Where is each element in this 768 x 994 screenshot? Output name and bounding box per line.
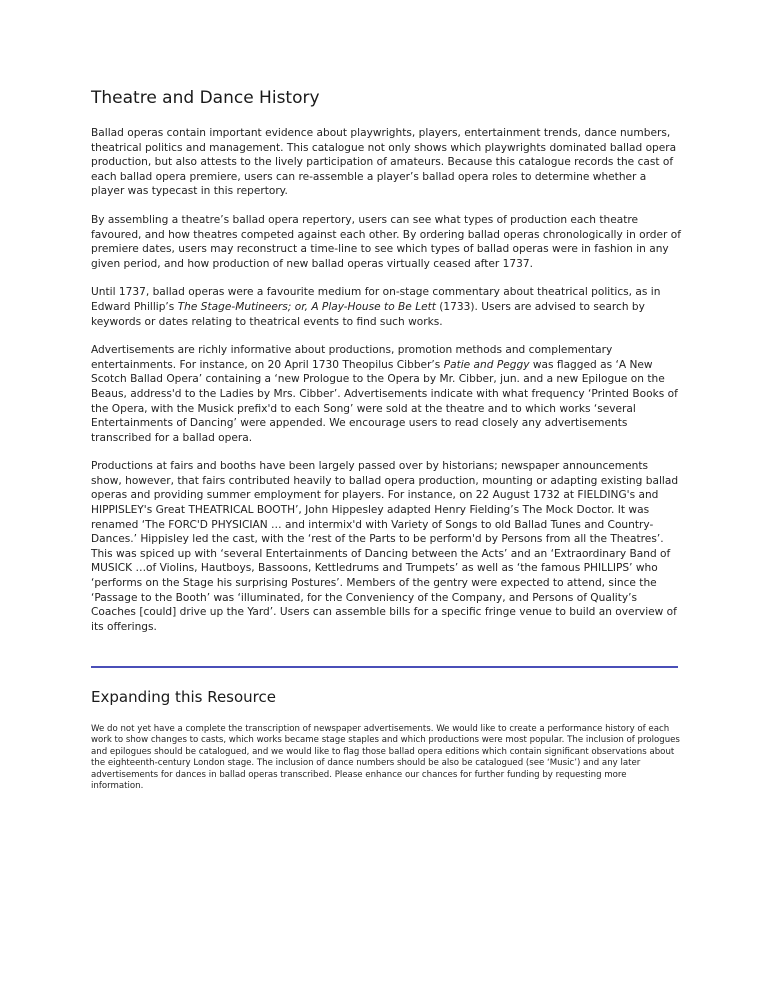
page-title: Theatre and Dance History bbox=[91, 88, 320, 108]
paragraph-3-text-start: Until 1737, ballad operas were a favourite medium for on-stage commentary about theatrical politics, as in Edward Phillip’s bbox=[91, 286, 661, 313]
paragraph-3 bbox=[91, 285, 681, 329]
paragraph-4 bbox=[91, 343, 681, 445]
main-content bbox=[91, 88, 681, 648]
paragraph-4-text-start: Advertisements are richly informative about productions, promotion methods and complementary entertainments. For instance, on 20 April 1730 Theopilus Cibber’s bbox=[91, 344, 613, 371]
paragraph-2: By assembling a theatre’s ballad opera repertory, users can see what types of production each theatre favoured, and how theatres competed against each other. By ordering ballad operas chronologically in order of premiere dates, users may reconstruct a time-line to see which types of ballad operas were in fashion in any given period, and how production of new ballad operas virtually ceased after 1737. bbox=[91, 213, 681, 270]
work-title-stage-mutineers: The Stage-Mutineers; or, A Play-House to Be Lett bbox=[177, 300, 436, 313]
section-divider bbox=[91, 666, 678, 668]
section-body-expanding: We do not yet have a complete the transcription of newspaper advertisements. We would like to create a performance history of each work to show changes to casts, which works became stage staples and which productions were most popular. The inclusion of prologues and epilogues should be catalogued, and we would like to flag those ballad opera editions which contain significant observations about the eighteenth-century London stage. The inclusion of dance numbers should be also be catalogued (see ‘Music’) and any later advertisements for dances in ballad operas transcribed. Please enhance our chances for further funding by requesting more information. bbox=[91, 724, 680, 792]
paragraph-5: Productions at fairs and booths have been largely passed over by historians; newspaper announcements show, however, that fairs contributed heavily to ballad opera production, mounting or adapting existing ballad operas and providing summer employment for players. For instance, on 22 August 1732 at FIELDING's and HIPPISLEY's Great THEATRICAL BOOTH’, John Hippesley adapted Henry Fielding’s The Mock Doctor. It was renamed ‘The FORC'D PHYSICIAN … and intermix'd with Variety of Songs to old Ballad Tunes and Country-Dances.’ Hippisley led the cast, with the ‘rest of the Parts to be perform'd by Persons from all the Theatres’. This was spiced up with ‘several Entertainments of Dancing between the Acts’ and an ‘Extraordinary Band of MUSICK …of Violins, Hautboys, Bassoons, Kettledrums and Trumpets’ as well as ‘the famous PHILLIPS’ who ‘performs on the Stage his surprising Postures’. Members of the gentry were expected to attend, since the ‘Passage to the Booth’ was ‘illuminated, for the Conveniency of the Company, and Persons of Quality’s Coaches [could] drive up the Yard’. Users can assemble bills for a specific fringe venue to build an overview of its offerings. bbox=[91, 460, 679, 633]
section-heading-expanding: Expanding this Resource bbox=[91, 688, 276, 706]
paragraph-4-text-end: was flagged as ‘A New Scotch Ballad Opera’ containing a ‘new Prologue to the Opera by Mr. Cibber, jun. and a new Epilogue on the Beaus, address'd to the Ladies by Mrs. Cibber’. Advertisements indicate with what frequency ‘Printed Books of the Opera, with the Musick prefix'd to each Song’ were sold at the theatre and to which works ‘several Entertainments of Dancing’ were appended. We encourage users to read closely any advertisements transcribed for a ballad opera. bbox=[91, 358, 678, 444]
work-title-patie-and-peggy: Patie and Peggy bbox=[443, 358, 530, 371]
paragraph-1: Ballad operas contain important evidence about playwrights, players, entertainment trends, dance numbers, theatrical politics and management. This catalogue not only shows which playwrights dominated ballad opera production, but also attests to the lively participation of amateurs. Because this catalogue records the cast of each ballad opera premiere, users can re-assemble a player’s ballad opera roles to determine whether a player was typecast in this repertory. bbox=[91, 127, 677, 198]
paragraph-3-text-end: (1733). Users are advised to search by keywords or dates relating to theatrical events to find such works. bbox=[91, 300, 645, 328]
